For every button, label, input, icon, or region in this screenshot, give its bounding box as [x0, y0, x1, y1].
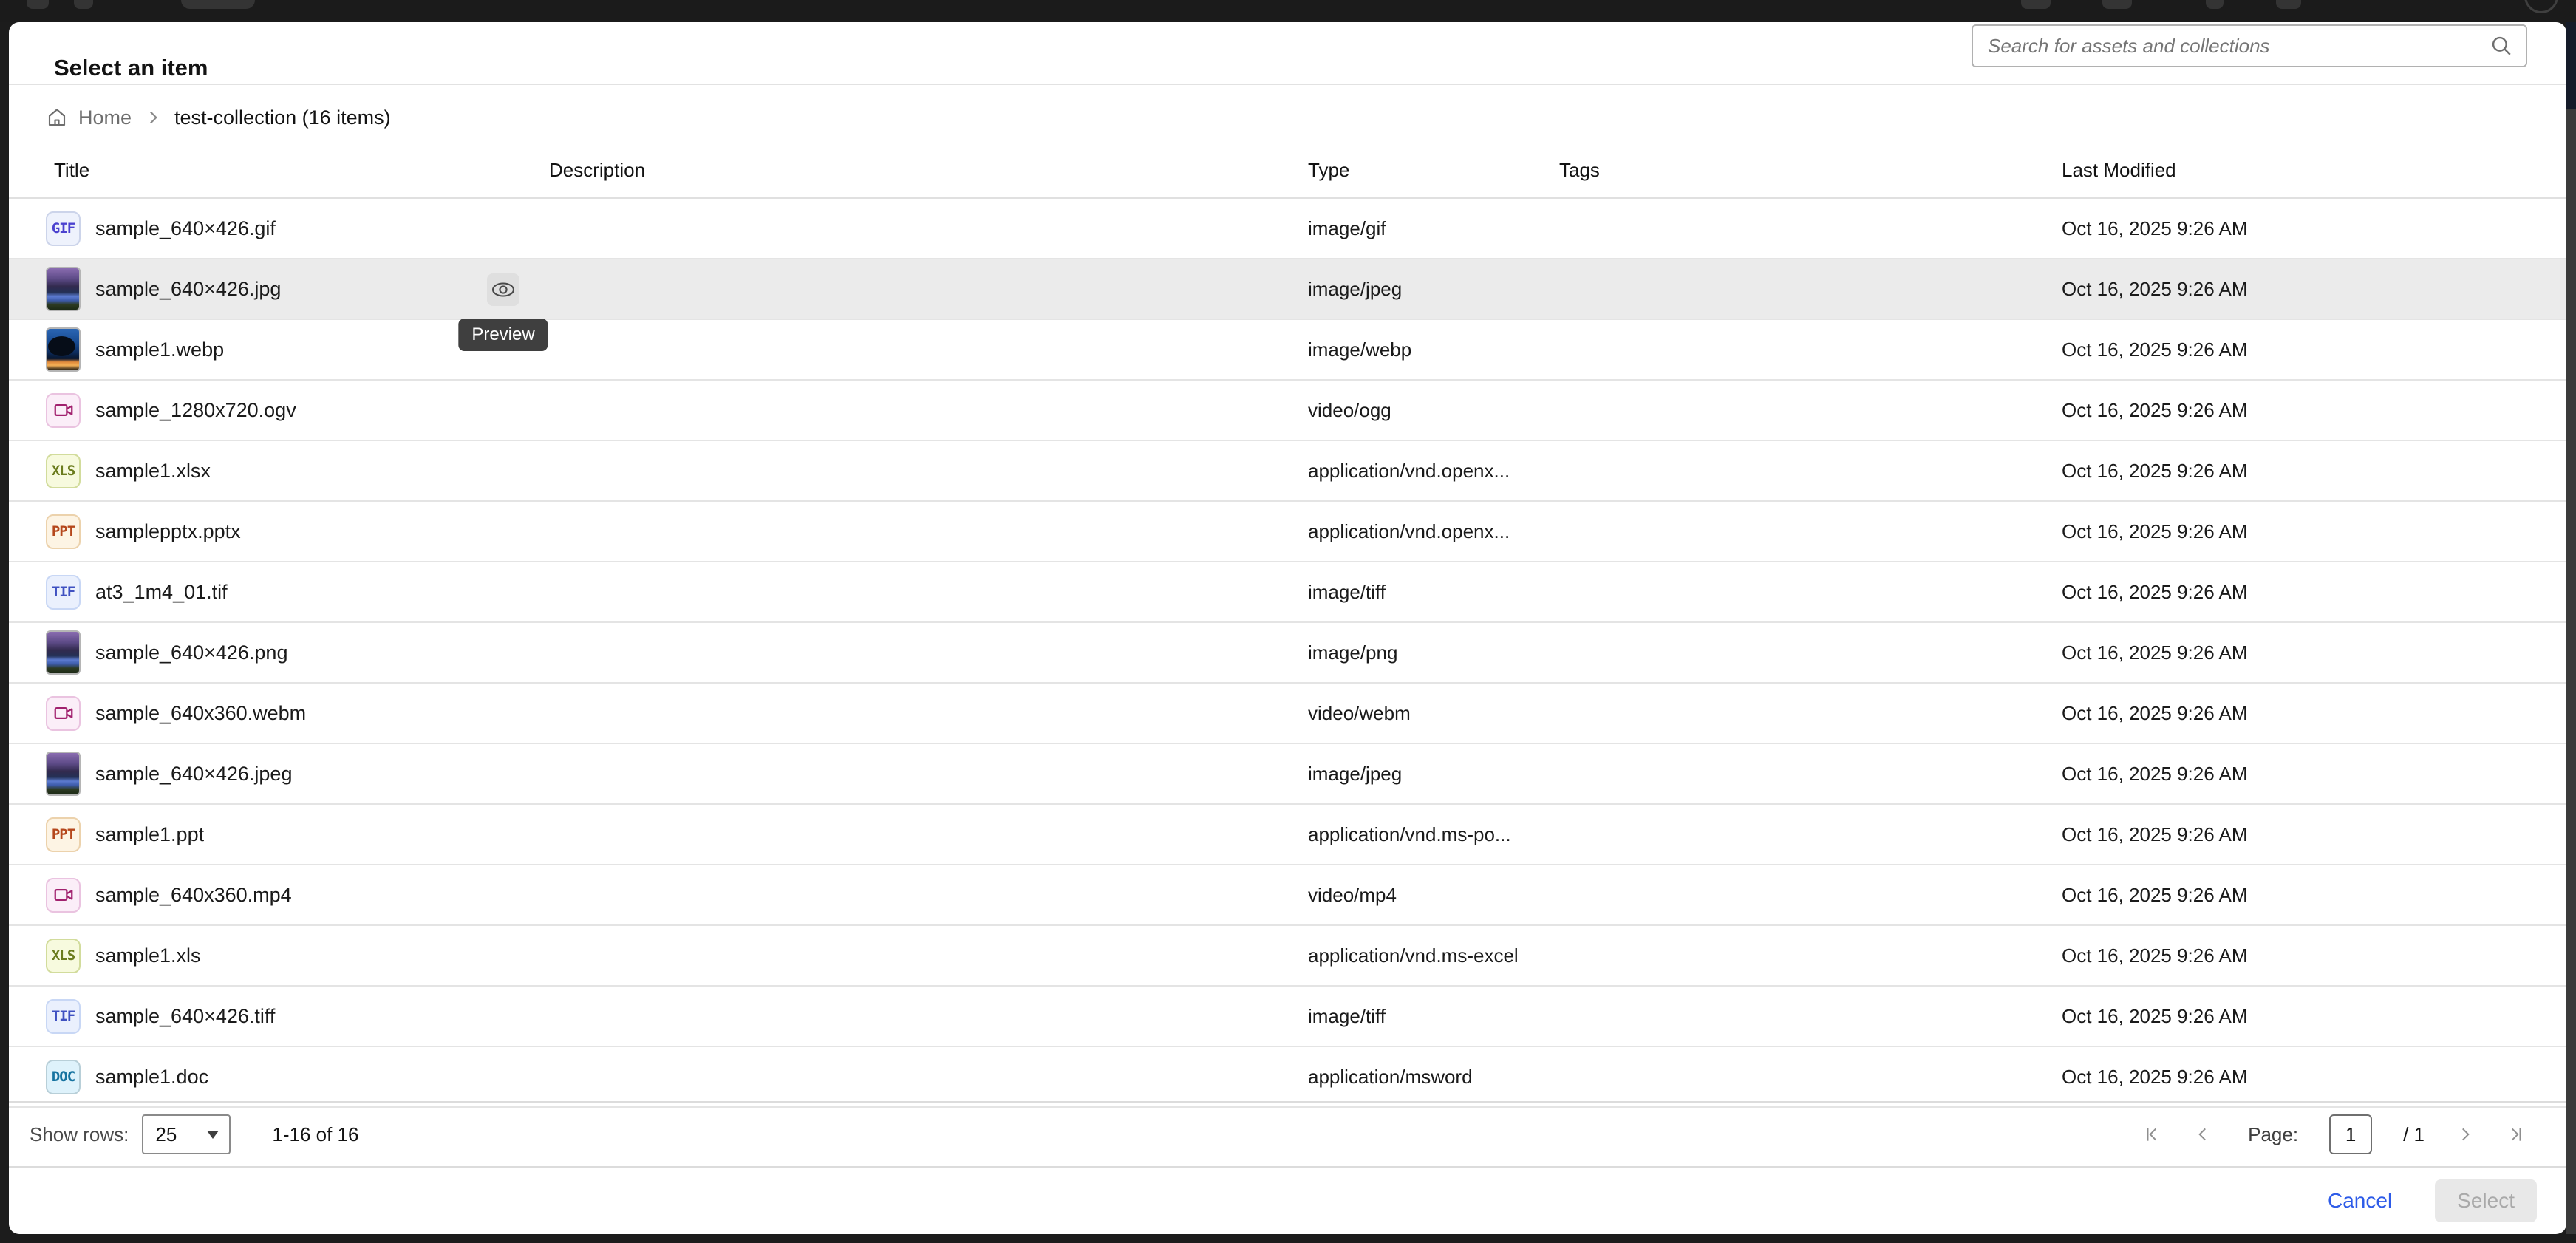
image-thumbnail — [46, 267, 81, 311]
rows-per-page-select[interactable] — [142, 1114, 231, 1154]
table-row[interactable] — [9, 381, 2566, 441]
page-label: Page: — [2248, 1123, 2299, 1145]
file-type: application/vnd.openx... — [1308, 520, 1510, 542]
background-toolbar-pill — [181, 0, 255, 9]
page-number-input[interactable] — [2329, 1114, 2372, 1154]
title-cell — [46, 752, 549, 796]
background-toolbar-icon — [2206, 0, 2224, 9]
file-title: samplepptx.pptx — [95, 520, 241, 542]
image-thumbnail — [46, 327, 81, 372]
video-file-icon — [46, 878, 81, 913]
table-row[interactable] — [9, 926, 2566, 987]
file-date: Oct 16, 2025 9:26 AM — [2062, 520, 2248, 542]
file-type: video/mp4 — [1308, 883, 1397, 906]
table-row[interactable] — [9, 320, 2566, 381]
file-title: sample1.doc — [95, 1065, 209, 1088]
table-row[interactable] — [9, 259, 2566, 344]
title-cell — [46, 630, 549, 675]
app-background-top-bar — [0, 0, 2576, 22]
prev-page-button[interactable] — [2193, 1125, 2212, 1144]
column-header-description[interactable]: Description — [549, 158, 646, 181]
ppt-file-icon: PPT — [46, 817, 81, 852]
dialog-action-bar — [9, 1166, 2566, 1234]
table-row[interactable] — [9, 987, 2566, 1047]
image-thumbnail — [46, 630, 81, 675]
table-row[interactable] — [9, 502, 2566, 562]
breadcrumb-home[interactable] — [46, 106, 132, 129]
file-date: Oct 16, 2025 9:26 AM — [2062, 277, 2248, 300]
file-type: video/ogg — [1308, 398, 1391, 421]
file-title: sample_640×426.jpeg — [95, 762, 293, 785]
table-row[interactable] — [9, 744, 2566, 805]
file-title: sample1.xls — [95, 944, 201, 967]
pagination — [2143, 1114, 2566, 1154]
file-date: Oct 16, 2025 9:26 AM — [2062, 217, 2248, 239]
ppt-file-icon: PPT — [46, 514, 81, 549]
last-page-button[interactable] — [2506, 1125, 2525, 1144]
column-header-title[interactable]: Title — [54, 158, 90, 181]
title-cell — [46, 939, 549, 973]
file-type: image/tiff — [1308, 580, 1386, 603]
file-title: sample1.xlsx — [95, 459, 211, 482]
eye-icon — [491, 281, 516, 299]
background-avatar-icon — [2524, 0, 2558, 13]
next-page-button[interactable] — [2456, 1125, 2475, 1144]
breadcrumb-home-label: Home — [78, 106, 132, 129]
table-row[interactable] — [9, 1047, 2566, 1108]
file-date: Oct 16, 2025 9:26 AM — [2062, 1004, 2248, 1027]
file-type: video/webm — [1308, 701, 1411, 724]
title-cell — [46, 267, 549, 311]
home-icon — [46, 106, 68, 129]
breadcrumb-current: test-collection (16 items) — [174, 106, 391, 129]
file-date: Oct 16, 2025 9:26 AM — [2062, 944, 2248, 967]
file-date: Oct 16, 2025 9:26 AM — [2062, 338, 2248, 361]
background-toolbar-icon — [27, 0, 49, 9]
table-row[interactable] — [9, 623, 2566, 684]
preview-button[interactable] — [487, 273, 519, 306]
header-divider — [9, 84, 2566, 85]
file-title: sample1.webp — [95, 338, 225, 361]
table-row[interactable] — [9, 865, 2566, 926]
column-header-type[interactable]: Type — [1308, 158, 1350, 181]
table-row[interactable] — [9, 805, 2566, 865]
dialog-title: Select an item — [54, 55, 208, 81]
file-type: application/vnd.ms-po... — [1308, 823, 1511, 845]
search-box — [1972, 24, 2527, 67]
rows-per-page-value: 25 — [155, 1123, 177, 1145]
file-date: Oct 16, 2025 9:26 AM — [2062, 762, 2248, 785]
xls-file-icon: XLS — [46, 454, 81, 488]
title-cell — [46, 878, 549, 913]
file-type: application/msword — [1308, 1065, 1473, 1088]
doc-file-icon: DOC — [46, 1060, 81, 1094]
select-button[interactable]: Select — [2435, 1179, 2537, 1222]
file-date: Oct 16, 2025 9:26 AM — [2062, 883, 2248, 906]
table-column-headers — [9, 149, 2566, 191]
column-header-tags[interactable]: Tags — [1559, 158, 1600, 181]
table-row[interactable] — [9, 199, 2566, 259]
file-type: image/gif — [1308, 217, 1386, 239]
title-cell — [46, 575, 549, 610]
file-title: at3_1m4_01.tif — [95, 580, 228, 603]
show-rows-label: Show rows: — [30, 1123, 129, 1145]
gif-file-icon: GIF — [46, 211, 81, 246]
file-date: Oct 16, 2025 9:26 AM — [2062, 823, 2248, 845]
tif-file-icon: TIF — [46, 575, 81, 610]
video-file-icon — [46, 393, 81, 428]
page-total-label: / 1 — [2403, 1123, 2425, 1145]
file-type: image/jpeg — [1308, 762, 1403, 785]
file-type: application/vnd.openx... — [1308, 459, 1510, 482]
file-title: sample_640×426.tiff — [95, 1004, 276, 1027]
file-title: sample_640×426.jpg — [95, 277, 282, 300]
column-header-last-modified[interactable]: Last Modified — [2062, 158, 2176, 181]
asset-table-body — [9, 199, 2566, 1088]
file-date: Oct 16, 2025 9:26 AM — [2062, 701, 2248, 724]
image-thumbnail — [46, 752, 81, 796]
file-title: sample_1280x720.ogv — [95, 398, 296, 421]
file-date: Oct 16, 2025 9:26 AM — [2062, 398, 2248, 421]
file-title: sample_640×426.png — [95, 641, 288, 664]
chevron-right-icon — [143, 108, 163, 127]
file-title: sample_640x360.mp4 — [95, 883, 292, 906]
cancel-button[interactable]: Cancel — [2328, 1189, 2393, 1212]
background-toolbar-icon — [2276, 0, 2301, 9]
file-date: Oct 16, 2025 9:26 AM — [2062, 641, 2248, 664]
file-date: Oct 16, 2025 9:26 AM — [2062, 1065, 2248, 1088]
app-background-right-panel — [2566, 22, 2576, 109]
file-title: sample_640×426.gif — [95, 217, 276, 239]
file-type: image/tiff — [1308, 1004, 1386, 1027]
background-toolbar-icon — [74, 0, 93, 9]
table-row[interactable] — [9, 684, 2566, 744]
table-row[interactable] — [9, 441, 2566, 502]
title-cell — [46, 514, 549, 549]
file-type: image/jpeg — [1308, 277, 1403, 300]
file-date: Oct 16, 2025 9:26 AM — [2062, 580, 2248, 603]
breadcrumb — [46, 99, 391, 136]
title-cell — [46, 817, 549, 852]
file-title: sample_640x360.webm — [95, 701, 307, 724]
select-item-dialog — [9, 22, 2566, 1234]
title-cell — [46, 999, 549, 1034]
search-input[interactable] — [1988, 35, 2489, 58]
file-type: image/webp — [1308, 338, 1412, 361]
title-cell — [46, 1060, 549, 1094]
preview-tooltip: Preview — [458, 319, 548, 351]
file-type: application/vnd.ms-excel — [1308, 944, 1519, 967]
tif-file-icon: TIF — [46, 999, 81, 1034]
file-date: Oct 16, 2025 9:26 AM — [2062, 459, 2248, 482]
search-icon[interactable] — [2489, 33, 2514, 58]
title-cell — [46, 696, 549, 731]
title-cell — [46, 454, 549, 488]
chevron-down-icon — [207, 1131, 219, 1139]
table-row[interactable] — [9, 562, 2566, 623]
title-cell — [46, 211, 549, 246]
video-file-icon — [46, 696, 81, 731]
background-toolbar-icon — [2021, 0, 2051, 9]
items-range-label: 1-16 of 16 — [272, 1123, 359, 1145]
table-footer — [9, 1101, 2566, 1166]
file-title: sample1.ppt — [95, 823, 205, 845]
xls-file-icon: XLS — [46, 939, 81, 973]
background-toolbar-icon — [2102, 0, 2132, 9]
first-page-button[interactable] — [2143, 1125, 2162, 1144]
app-background-right-rail — [2566, 109, 2576, 1234]
title-cell — [46, 393, 549, 428]
file-type: image/png — [1308, 641, 1398, 664]
